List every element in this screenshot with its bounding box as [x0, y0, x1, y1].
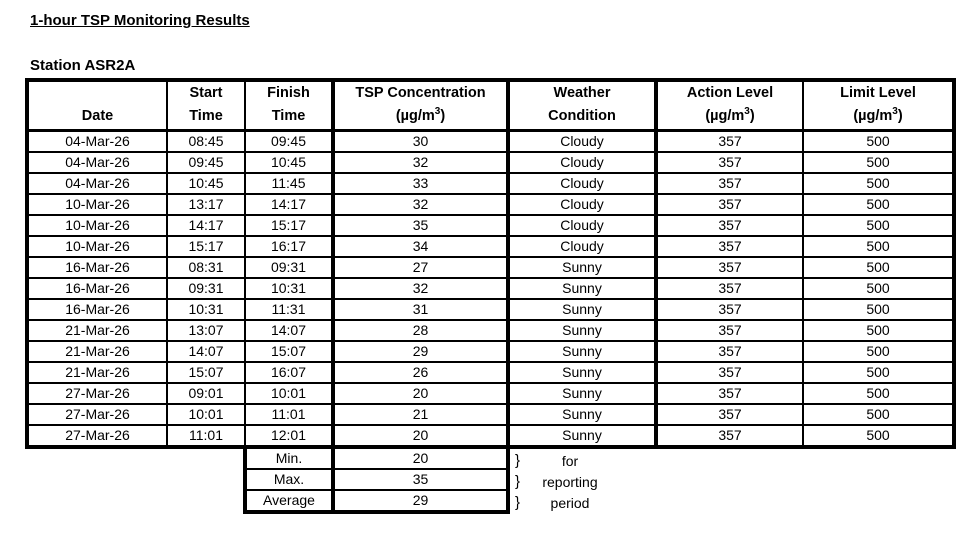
cell-tsp: 20	[333, 383, 508, 404]
results-table-wrap	[25, 78, 956, 514]
cell-limit-level: 500	[803, 215, 954, 236]
cell-limit-level: 500	[803, 362, 954, 383]
cell-start-time: 10:45	[167, 173, 245, 194]
cell-start-time: 08:31	[167, 257, 245, 278]
cell-date: 04-Mar-26	[27, 131, 167, 153]
cell-action-level: 357	[656, 299, 803, 320]
cell-finish-time: 10:31	[245, 278, 333, 299]
cell-start-time: 15:17	[167, 236, 245, 257]
cell-limit-level: 500	[803, 173, 954, 194]
cell-date: 27-Mar-26	[27, 425, 167, 447]
cell-weather: Sunny	[508, 257, 656, 278]
table-row	[27, 341, 954, 362]
annotation-note: reporting	[542, 473, 598, 490]
col-header-start-time: Start Time	[167, 80, 245, 131]
cell-start-time: 14:07	[167, 341, 245, 362]
header-row	[27, 80, 954, 131]
cell-date: 16-Mar-26	[27, 299, 167, 320]
table-row	[27, 320, 954, 341]
cell-weather: Cloudy	[508, 152, 656, 173]
cell-action-level: 357	[656, 425, 803, 447]
cell-weather: Sunny	[508, 362, 656, 383]
cell-weather: Sunny	[508, 383, 656, 404]
tsp-unit-label	[335, 105, 506, 128]
cell-start-time: 13:17	[167, 194, 245, 215]
annotation-row	[515, 450, 611, 471]
unit-suffix: )	[440, 108, 446, 124]
cell-finish-time: 15:07	[245, 341, 333, 362]
table-row	[27, 425, 954, 447]
cell-action-level: 357	[656, 131, 803, 153]
summary-row	[245, 469, 508, 490]
cell-action-level: 357	[656, 173, 803, 194]
cell-start-time: 09:45	[167, 152, 245, 173]
cell-date: 10-Mar-26	[27, 236, 167, 257]
unit-suffix: )	[749, 108, 755, 124]
summary-label-min: Min.	[245, 449, 333, 469]
col-header-action-level: Action Level $(\mu g/m^3)$	[656, 80, 803, 131]
cell-limit-level: 500	[803, 320, 954, 341]
cell-date: 04-Mar-26	[27, 173, 167, 194]
summary-label-average: Average	[245, 490, 333, 512]
cell-weather: Cloudy	[508, 194, 656, 215]
cell-tsp: 28	[333, 320, 508, 341]
cell-finish-time: 14:07	[245, 320, 333, 341]
cell-start-time: 09:01	[167, 383, 245, 404]
cell-limit-level: 500	[803, 131, 954, 153]
cell-finish-time: 09:31	[245, 257, 333, 278]
cell-action-level: 357	[656, 362, 803, 383]
cell-start-time: 10:31	[167, 299, 245, 320]
cell-weather: Sunny	[508, 320, 656, 341]
summary-annotations	[515, 449, 611, 513]
unit-prefix: (µg/m	[395, 108, 435, 124]
cell-finish-time: 14:17	[245, 194, 333, 215]
summary-row	[245, 490, 508, 512]
cell-limit-level: 500	[803, 404, 954, 425]
cell-action-level: 357	[656, 404, 803, 425]
annotation-row	[515, 471, 611, 492]
cell-weather: Cloudy	[508, 236, 656, 257]
cell-tsp: 33	[333, 173, 508, 194]
cell-date: 27-Mar-26	[27, 404, 167, 425]
col-header-weather-condition: Weather Condition	[508, 80, 656, 131]
cell-start-time: 09:31	[167, 278, 245, 299]
cell-date: 16-Mar-26	[27, 257, 167, 278]
cell-action-level: 357	[656, 152, 803, 173]
cell-action-level: 357	[656, 320, 803, 341]
col-header-limit-level: Limit Level $(\mu g/m^3)$	[803, 80, 954, 131]
cell-start-time: 13:07	[167, 320, 245, 341]
cell-action-level: 357	[656, 215, 803, 236]
cell-limit-level: 500	[803, 341, 954, 362]
summary-area	[243, 449, 956, 514]
table-row	[27, 383, 954, 404]
cell-action-level: 357	[656, 278, 803, 299]
col-header-date	[27, 80, 167, 131]
cell-start-time: 11:01	[167, 425, 245, 447]
annotation-note: period	[550, 494, 590, 511]
cell-start-time: 15:07	[167, 362, 245, 383]
cell-weather: Sunny	[508, 425, 656, 447]
annotation-note: for	[561, 452, 579, 469]
col-header-finish-time: Finish Time	[245, 80, 333, 131]
cell-finish-time: 12:01	[245, 425, 333, 447]
cell-date: 27-Mar-26	[27, 383, 167, 404]
cell-date: 21-Mar-26	[27, 341, 167, 362]
cell-finish-time: 11:45	[245, 173, 333, 194]
unit-superscript: 3	[434, 106, 441, 118]
cell-finish-time: 10:01	[245, 383, 333, 404]
table-row	[27, 278, 954, 299]
cell-limit-level: 500	[803, 257, 954, 278]
table-row	[27, 299, 954, 320]
table-row	[27, 131, 954, 153]
cell-weather: Cloudy	[508, 131, 656, 153]
cell-weather: Cloudy	[508, 215, 656, 236]
cell-limit-level: 500	[803, 278, 954, 299]
cell-action-level: 357	[656, 236, 803, 257]
limit-unit-label	[804, 105, 952, 128]
cell-finish-time: 16:17	[245, 236, 333, 257]
unit-prefix: (µg/m	[705, 108, 745, 124]
cell-finish-time: 10:45	[245, 152, 333, 173]
cell-tsp: 26	[333, 362, 508, 383]
cell-tsp: 30	[333, 131, 508, 153]
table-row	[27, 173, 954, 194]
cell-date: 10-Mar-26	[27, 215, 167, 236]
cell-limit-level: 500	[803, 383, 954, 404]
cell-tsp: 27	[333, 257, 508, 278]
summary-value-max: 35	[333, 469, 508, 490]
cell-start-time: 14:17	[167, 215, 245, 236]
table-row	[27, 257, 954, 278]
cell-date: 10-Mar-26	[27, 194, 167, 215]
cell-action-level: 357	[656, 257, 803, 278]
cell-action-level: 357	[656, 341, 803, 362]
cell-tsp: 21	[333, 404, 508, 425]
cell-tsp: 32	[333, 278, 508, 299]
table-row	[27, 194, 954, 215]
unit-prefix: (µg/m	[853, 108, 893, 124]
unit-superscript: 3	[744, 106, 750, 118]
header-date-label: Date	[81, 108, 114, 124]
cell-tsp: 31	[333, 299, 508, 320]
cell-limit-level: 500	[803, 299, 954, 320]
cell-date: 21-Mar-26	[27, 320, 167, 341]
unit-suffix: )	[897, 108, 903, 124]
cell-start-time: 10:01	[167, 404, 245, 425]
page-title: 1-hour TSP Monitoring Results	[30, 12, 250, 29]
cell-weather: Sunny	[508, 404, 656, 425]
summary-label-max: Max.	[245, 469, 333, 490]
unit-superscript: 3	[892, 106, 898, 118]
cell-tsp: 32	[333, 152, 508, 173]
cell-date: 21-Mar-26	[27, 362, 167, 383]
table-row	[27, 215, 954, 236]
cell-weather: Sunny	[508, 341, 656, 362]
cell-start-time: 08:45	[167, 131, 245, 153]
brace-mark: }	[515, 473, 521, 490]
cell-weather: Sunny	[508, 278, 656, 299]
cell-finish-time: 11:01	[245, 404, 333, 425]
summary-row	[245, 449, 508, 469]
table-row	[27, 362, 954, 383]
cell-limit-level: 500	[803, 194, 954, 215]
action-unit-label	[658, 105, 802, 128]
brace-mark: }	[515, 494, 521, 511]
cell-tsp: 35	[333, 215, 508, 236]
annotation-row	[515, 492, 611, 513]
col-header-tsp-concentration: TSP Concentration $(\mu g/m^3)$	[333, 80, 508, 131]
cell-action-level: 357	[656, 383, 803, 404]
cell-limit-level: 500	[803, 425, 954, 447]
cell-tsp: 29	[333, 341, 508, 362]
cell-tsp: 32	[333, 194, 508, 215]
table-row	[27, 236, 954, 257]
cell-tsp: 20	[333, 425, 508, 447]
cell-weather: Cloudy	[508, 173, 656, 194]
results-table	[25, 78, 956, 449]
summary-table	[243, 449, 510, 514]
summary-value-min: 20	[333, 449, 508, 469]
summary-value-average: 29	[333, 490, 508, 512]
cell-limit-level: 500	[803, 236, 954, 257]
cell-finish-time: 11:31	[245, 299, 333, 320]
cell-date: 04-Mar-26	[27, 152, 167, 173]
cell-action-level: 357	[656, 194, 803, 215]
cell-finish-time: 09:45	[245, 131, 333, 153]
cell-finish-time: 16:07	[245, 362, 333, 383]
cell-date: 16-Mar-26	[27, 278, 167, 299]
cell-weather: Sunny	[508, 299, 656, 320]
cell-limit-level: 500	[803, 152, 954, 173]
brace-mark: }	[515, 452, 521, 469]
table-row	[27, 152, 954, 173]
cell-tsp: 34	[333, 236, 508, 257]
station-label: Station ASR2A	[30, 57, 136, 74]
cell-finish-time: 15:17	[245, 215, 333, 236]
table-row	[27, 404, 954, 425]
